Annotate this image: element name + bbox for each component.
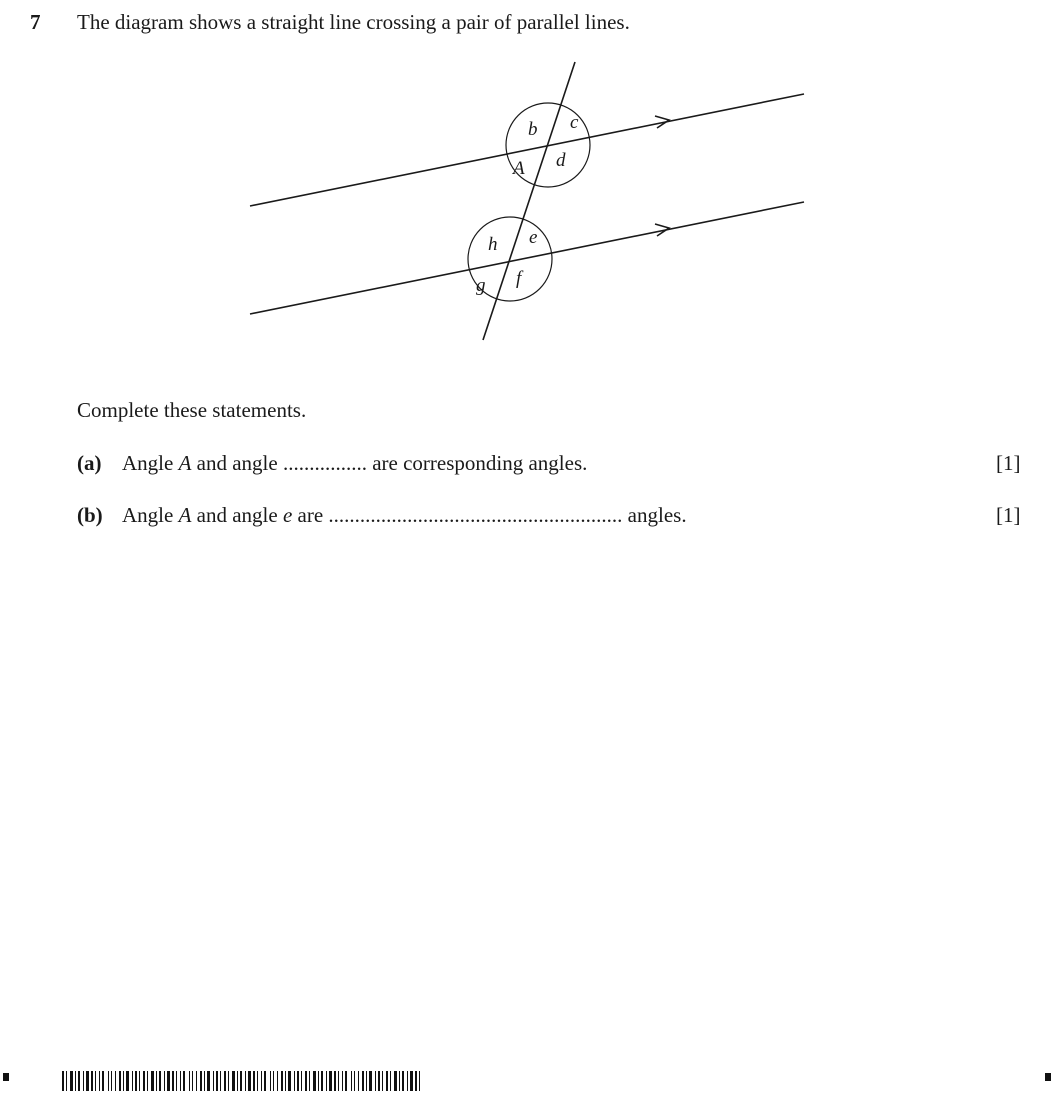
parallel-lines-diagram (245, 55, 815, 350)
part-b-text-2: and angle (191, 503, 283, 527)
angle-label-c: c (570, 112, 579, 133)
registration-mark-left (3, 1073, 9, 1081)
part-a-var-1: A (178, 451, 192, 475)
part-a (77, 451, 587, 476)
part-a-text-2: and angle ................ are corresponding angles. (191, 451, 588, 475)
registration-mark-right (1045, 1073, 1051, 1081)
part-b-marks: [1] (996, 503, 1021, 527)
part-b-label: (b) (77, 503, 103, 527)
angle-label-d: d (556, 150, 566, 171)
part-b-var-1: A (178, 503, 192, 527)
part-a-text-1: Angle (122, 451, 179, 475)
part-a-label: (a) (77, 451, 102, 475)
barcode (62, 1071, 424, 1091)
angle-label-e: e (529, 227, 538, 248)
angle-label-h: h (488, 234, 498, 255)
angle-label-b: b (528, 119, 538, 140)
angle-label-g: g (476, 275, 486, 296)
angle-label-A: A (513, 158, 525, 179)
part-b-text-1: Angle (122, 503, 179, 527)
part-b-var-2: e (282, 503, 293, 527)
parallel-line-upper (250, 94, 804, 206)
part-a-marks: [1] (996, 451, 1021, 475)
part-b (77, 503, 687, 528)
question-number: 7 (30, 10, 41, 34)
angle-label-f: f (516, 268, 522, 289)
part-b-text-3: are ........................................................ angles. (292, 503, 687, 527)
instruction-text: Complete these statements. (77, 398, 307, 422)
question-text: The diagram shows a straight line crossing a pair of parallel lines. (77, 10, 630, 34)
